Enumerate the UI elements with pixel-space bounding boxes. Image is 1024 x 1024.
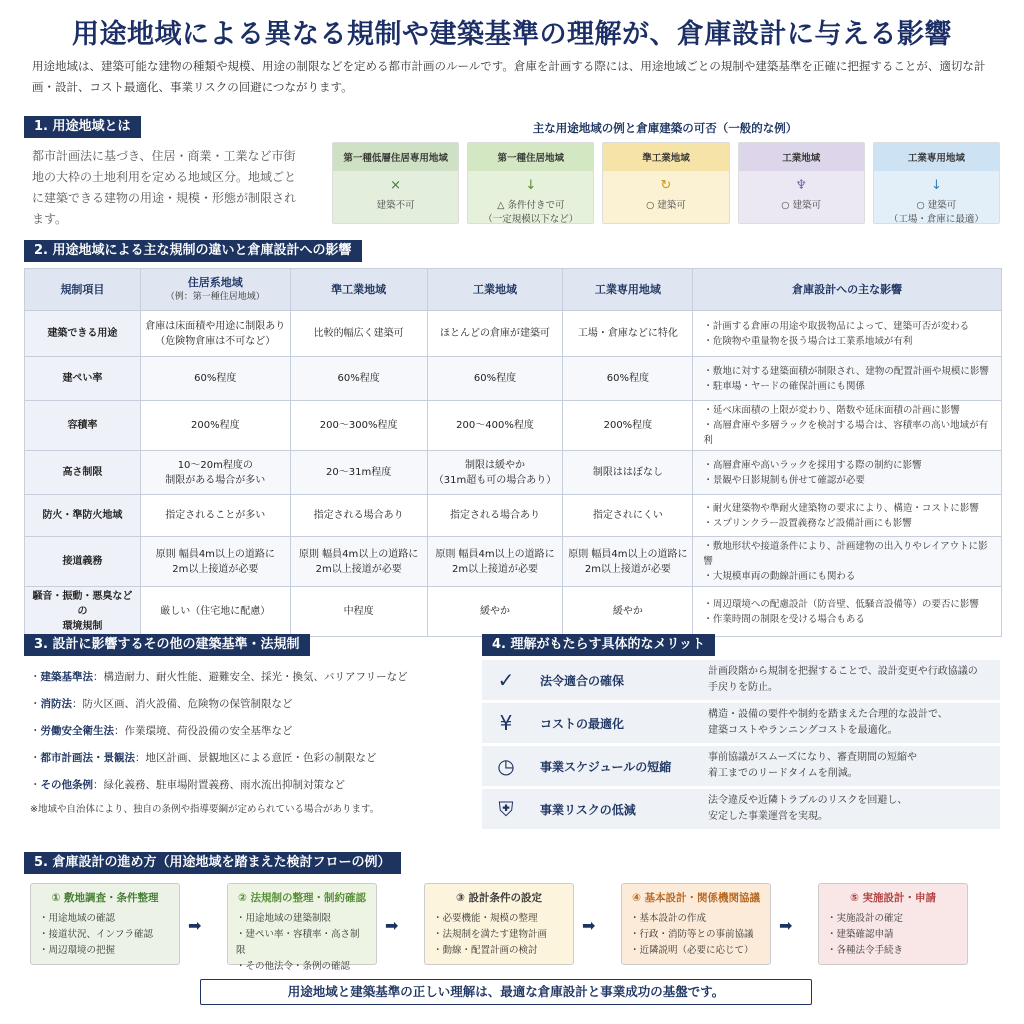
table-header-1 <box>140 269 290 311</box>
regulation-law: 都市計画法・景観法 <box>40 752 135 764</box>
flow-step-title: ① 敷地調査・条件整理 <box>51 892 159 904</box>
cell-semi: 200～300%程度 <box>290 401 427 451</box>
section-1-text: 都市計画法に基づき、住居・商業・工業など市街地の大枠の土地利用を定める地域区分。地域ごとに建築できる建物の用途・規模・形態が制限されます。 <box>32 149 297 226</box>
other-regulations-list <box>30 664 470 799</box>
cell-ind: 原則 幅員4m以上の道路に 2m以上接道が必要 <box>427 537 563 587</box>
merit-label: コストの最適化 <box>540 716 625 731</box>
regulation-item: ・建築基準法：構造耐力、耐火性能、避難安全、採光・換気、バリアフリーなど <box>30 671 408 683</box>
zone-card <box>467 142 594 224</box>
table-row <box>25 401 1002 451</box>
impact-item: ・大規模車両の動線計画にも関わる <box>703 571 856 582</box>
table-row <box>25 357 1002 401</box>
row-header: 建ぺい率 <box>25 357 141 401</box>
flow-step-title: ② 法規制の整理・制約確認 <box>237 892 367 904</box>
zone-card-name: 第一種住居地域 <box>468 143 593 171</box>
impact-item: ・敷地に対する建築面積が制限され、建物の配置計画や規模に影響 <box>703 365 989 377</box>
cell-exc: 緩やか <box>563 587 693 637</box>
impact-text: 周辺環境への配慮設計（防音壁、低騒音設備等）の要否に影響 <box>712 598 979 610</box>
cell-exc: 原則 幅員4m以上の道路に 2m以上接道が必要 <box>563 537 693 587</box>
flow-step <box>227 883 377 972</box>
row-header: 接道義務 <box>25 537 141 587</box>
arrow-right-icon: ➡ <box>582 916 596 935</box>
impact-item: ・高層倉庫や高いラックを採用する際の制約に影響 <box>703 459 922 471</box>
cell-res: 指定されることが多い <box>140 495 290 537</box>
regulation-law: 労働安全衛生法 <box>40 725 114 737</box>
cell-ind: ほとんどの倉庫が建築可 <box>427 311 563 357</box>
impact-text: 作業時間の制限を受ける場合もある <box>712 613 865 625</box>
flow-step-item: ・建築確認申請 <box>827 929 894 940</box>
clock-icon: ◷ <box>497 754 515 778</box>
regulation-law: 消防法 <box>40 698 72 710</box>
down-arrow-icon: ↓ <box>930 178 942 193</box>
check-circle-icon: ✓ <box>497 668 515 692</box>
refresh-icon: ↻ <box>660 178 672 193</box>
impact-item: ・周辺環境への配慮設計（防音壁、低騒音設備等）の要否に影響 <box>703 598 979 610</box>
merit-label: 事業リスクの低減 <box>540 802 636 817</box>
flow-step-item: ・実施設計の確定 <box>827 913 904 924</box>
table-row <box>25 311 1002 357</box>
row-header: 防火・準防火地域 <box>25 495 141 537</box>
cell-ind: 緩やか <box>427 587 563 637</box>
cell-ind: 制限は緩やか （31m超も可の場合あり） <box>427 451 563 495</box>
flow-step-list <box>827 911 959 959</box>
row-header: 騒音・振動・悪臭などの 環境規制 <box>25 587 141 637</box>
table-header-4 <box>563 269 693 311</box>
cell-res: 倉庫は床面積や用途に制限あり （危険物倉庫は不可など） <box>140 311 290 357</box>
impact-text: 大規模車両の動線計画にも関わる <box>712 571 856 582</box>
zone-card-status: ○ 建築可 <box>781 200 822 211</box>
table-row <box>25 587 1002 637</box>
flow-step-item: ・用途地域の確認 <box>39 913 116 924</box>
cell-impact <box>693 357 1002 401</box>
impact-text: 駐車場・ヤードの確保計画にも関係 <box>712 380 865 392</box>
regulation-law: その他条例 <box>40 779 93 791</box>
regulation-desc: ：作業環境、荷役設備の安全基準など <box>114 725 293 737</box>
table-header-sub: （例：第一種住居地域） <box>165 291 265 302</box>
table-row <box>25 495 1002 537</box>
impact-item: ・耐火建築物や準耐火建築物の要求により、構造・コストに影響 <box>703 502 979 514</box>
flow-step-list <box>433 911 565 959</box>
down-arrow-icon: ↓ <box>525 178 537 193</box>
merit-item <box>482 703 1000 743</box>
flow-step <box>30 883 180 965</box>
impact-text: 高層倉庫や多層ラックを検討する場合は、容積率の高い地域が有利 <box>703 420 989 446</box>
factory-icon: ♆ <box>795 178 808 193</box>
arrow-right-icon: ➡ <box>779 916 793 935</box>
cell-semi: 中程度 <box>290 587 427 637</box>
row-header: 建築できる用途 <box>25 311 141 357</box>
regulation-item: ・労働安全衛生法：作業環境、荷役設備の安全基準など <box>30 725 293 737</box>
impact-text: 敷地に対する建築面積が制限され、建物の配置計画や規模に影響 <box>712 365 989 377</box>
merit-label: 法令適合の確保 <box>540 673 625 688</box>
zone-card <box>602 142 729 224</box>
section-1-heading: 1. 用途地域とは <box>24 116 141 138</box>
impact-item: ・計画する倉庫の用途や取扱物品によって、建築可否が変わる <box>703 320 970 332</box>
impact-text: 景観や日影規制も併せて確認が必要 <box>712 474 865 486</box>
impact-item: ・高層倉庫や多層ラックを検討する場合は、容積率の高い地域が有利 <box>703 420 989 446</box>
zone-examples-title: 主な用途地域の例と倉庫建築の可否（一般的な例） <box>532 121 798 135</box>
impact-item: ・スプリンクラー設置義務など設備計画にも影響 <box>703 517 912 529</box>
row-header: 容積率 <box>25 401 141 451</box>
flow-step-title: ③ 設計条件の設定 <box>455 892 543 904</box>
flow-step-item: ・周辺環境の把握 <box>39 945 116 956</box>
merit-desc: 法令違反や近隣トラブルのリスクを回避し、 安定した事業運営を実現。 <box>708 795 908 822</box>
zone-card-name: 工業地域 <box>739 143 864 171</box>
row-header: 高さ制限 <box>25 451 141 495</box>
zone-card-status: ○ 建築可 （工場・倉庫に最適） <box>888 200 984 225</box>
cell-ind: 60%程度 <box>427 357 563 401</box>
merit-desc: 事前協議がスムーズになり、審査期間の短縮や 着工までのリードタイムを削減。 <box>708 752 917 779</box>
conclusion-banner: 用途地域と建築基準の正しい理解は、最適な倉庫設計と事業成功の基盤です。 <box>200 979 812 1005</box>
yen-icon: ¥ <box>499 711 513 735</box>
regulation-desc: ：構造耐力、耐火性能、避難安全、採光・換気、バリアフリーなど <box>93 671 408 683</box>
flow-step-item: ・接道状況、インフラ確認 <box>39 929 154 940</box>
merit-desc: 構造・設備の要件や制約を踏まえた合理的な設計で、 建築コストやランニングコストを最適化。 <box>708 709 948 736</box>
regulations-note: ※地域や自治体により、独自の条例や指導要綱が定められている場合があります。 <box>30 804 380 815</box>
flow-step-item: ・行政・消防等との事前協議 <box>630 929 754 940</box>
page-title: 用途地域による異なる規制や建築基準の理解が、倉庫設計に与える影響 <box>72 19 952 50</box>
regulation-table <box>24 268 1002 637</box>
cell-res: 原則 幅員4m以上の道路に 2m以上接道が必要 <box>140 537 290 587</box>
regulation-item: ・消防法：防火区画、消火設備、危険物の保管制限など <box>30 698 293 710</box>
flow-step-title: ⑤ 実施設計・申請 <box>849 892 937 904</box>
zone-card-name: 工業専用地域 <box>874 143 999 171</box>
zone-card <box>332 142 459 224</box>
zone-card-status: ○ 建築可 <box>646 200 686 211</box>
flow-step-item: ・用途地域の建築制限 <box>236 913 332 924</box>
flow-step-item: ・法規制を満たす建物計画 <box>433 929 548 940</box>
flow-step-title: ④ 基本設計・関係機関協議 <box>631 892 761 904</box>
table-header-0 <box>25 269 141 311</box>
impact-text: 高層倉庫や高いラックを採用する際の制約に影響 <box>712 459 922 471</box>
regulation-item: ・その他条例：緑化義務、駐車場附置義務、雨水流出抑制対策など <box>30 779 345 791</box>
zone-card <box>738 142 865 224</box>
impact-text: 計画する倉庫の用途や取扱物品によって、建築可否が変わる <box>712 320 970 332</box>
cell-semi: 60%程度 <box>290 357 427 401</box>
cell-impact <box>693 451 1002 495</box>
flow-step <box>621 883 771 965</box>
cell-ind: 指定される場合あり <box>427 495 563 537</box>
cell-semi: 比較的幅広く建築可 <box>290 311 427 357</box>
merit-item <box>482 660 1000 700</box>
section-2-heading: 2. 用途地域による主な規制の違いと倉庫設計への影響 <box>24 240 362 262</box>
intro-text: 用途地域は、建築可能な建物の種類や規模、用途の制限などを定める都市計画のルールです。倉庫を計画する際には、用途地域ごとの規制や建築基準を正確に把握することが、適切な計画・設計、コスト最適化、事業リスクの回避につながります。 <box>32 59 986 94</box>
cell-impact <box>693 537 1002 587</box>
cell-semi: 20～31m程度 <box>290 451 427 495</box>
cell-impact <box>693 495 1002 537</box>
cell-impact <box>693 311 1002 357</box>
zone-card-status: 建築不可 <box>376 200 415 211</box>
table-header-label: 工業専用地域 <box>594 283 661 296</box>
cell-exc: 60%程度 <box>563 357 693 401</box>
flow-step <box>424 883 574 965</box>
regulation-desc: ：地区計画、景観地区による意匠・色彩の制限など <box>135 752 377 764</box>
merit-desc: 計画段階から規制を把握することで、設計変更や行政協議の 手戻りを防止。 <box>708 666 978 693</box>
arrow-right-icon: ➡ <box>188 916 202 935</box>
impact-item: ・景観や日影規制も併せて確認が必要 <box>703 474 865 486</box>
flow-step-list <box>236 911 368 975</box>
cell-exc: 工場・倉庫などに特化 <box>563 311 693 357</box>
cell-exc: 制限ははぼなし <box>563 451 693 495</box>
flow-step-list <box>630 911 762 959</box>
merit-item <box>482 789 1000 829</box>
table-header-3 <box>427 269 563 311</box>
regulation-desc: ：防火区画、消火設備、危険物の保管制限など <box>72 698 293 710</box>
zone-card-name: 第一種低層住居専用地域 <box>333 143 458 171</box>
cell-res: 10～20m程度の 制限がある場合が多い <box>140 451 290 495</box>
flow-step-item: ・その他法令・条例の確認 <box>236 961 351 972</box>
zone-card-name: 準工業地域 <box>603 143 728 171</box>
regulation-law: 建築基準法 <box>40 671 93 683</box>
flow-step <box>818 883 968 965</box>
flow-step-item: ・基本設計の作成 <box>630 913 707 924</box>
table-header-label: 規制項目 <box>60 283 105 296</box>
impact-item: ・駐車場・ヤードの確保計画にも関係 <box>703 380 865 392</box>
section-5-heading: 5. 倉庫設計の進め方（用途地域を踏まえた検討フローの例） <box>24 852 401 874</box>
section-4-heading: 4. 理解がもたらす具体的なメリット <box>482 634 715 656</box>
flow-step-item: ・必要機能・規模の整理 <box>433 913 538 924</box>
zone-card-status: △ 条件付きで可 （一定規模以下など） <box>483 200 579 225</box>
table-row <box>25 451 1002 495</box>
regulation-item: ・都市計画法・景観法：地区計画、景観地区による意匠・色彩の制限など <box>30 752 377 764</box>
impact-text: 危険物や重量物を扱う場合は工業系地域が有利 <box>712 335 913 347</box>
impact-item: ・延べ床面積の上限が変わり、階数や延床面積の計画に影響 <box>703 405 960 416</box>
arrow-right-icon: ➡ <box>385 916 399 935</box>
table-header-label: 倉庫設計への主な影響 <box>792 283 903 296</box>
cell-res: 60%程度 <box>140 357 290 401</box>
cell-exc: 200%程度 <box>563 401 693 451</box>
cell-impact <box>693 587 1002 637</box>
cell-semi: 指定される場合あり <box>290 495 427 537</box>
impact-text: 延べ床面積の上限が変わり、階数や延床面積の計画に影響 <box>712 405 960 416</box>
flow-step-item: ・動線・配置計画の検討 <box>433 945 538 956</box>
impact-item: ・敷地形状や接道条件により、計画建物の出入りやレイアウトに影響 <box>703 541 988 567</box>
regulation-desc: ：緑化義務、駐車場附置義務、雨水流出抑制対策など <box>93 779 345 791</box>
zone-card <box>873 142 1000 224</box>
table-header-2 <box>290 269 427 311</box>
cell-exc: 指定されにくい <box>563 495 693 537</box>
table-row <box>25 537 1002 587</box>
table-header-label: 工業地域 <box>473 283 518 296</box>
table-header-label: 準工業地域 <box>331 283 387 296</box>
flow-step-item: ・各種法令手続き <box>827 945 904 956</box>
cell-impact <box>693 401 1002 451</box>
impact-text: 耐火建築物や準耐火建築物の要求により、構造・コストに影響 <box>712 502 979 514</box>
impact-text: スプリンクラー設置義務など設備計画にも影響 <box>712 517 912 529</box>
impact-text: 敷地形状や接道条件により、計画建物の出入りやレイアウトに影響 <box>703 541 988 567</box>
flow-step-item: ・近隣説明（必要に応じて） <box>630 945 754 956</box>
section-3-heading: 3. 設計に影響するその他の建築基準・法規制 <box>24 634 310 656</box>
table-header-5 <box>693 269 1002 311</box>
shield-icon: ⛨ <box>498 797 514 821</box>
impact-item: ・危険物や重量物を扱う場合は工業系地域が有利 <box>703 335 913 347</box>
cross-icon: × <box>390 178 402 193</box>
merit-item <box>482 746 1000 786</box>
flow-step-list <box>39 911 171 959</box>
impact-item: ・作業時間の制限を受ける場合もある <box>703 613 865 625</box>
table-header-label: 住居系地域 <box>187 275 243 289</box>
zone-cards <box>332 142 1000 224</box>
cell-ind: 200～400%程度 <box>427 401 563 451</box>
flow-step-item: ・建ぺい率・容積率・高さ制限 <box>236 929 360 956</box>
cell-res: 厳しい（住宅地に配慮） <box>140 587 290 637</box>
merit-label: 事業スケジュールの短縮 <box>540 759 672 774</box>
cell-res: 200%程度 <box>140 401 290 451</box>
cell-semi: 原則 幅員4m以上の道路に 2m以上接道が必要 <box>290 537 427 587</box>
